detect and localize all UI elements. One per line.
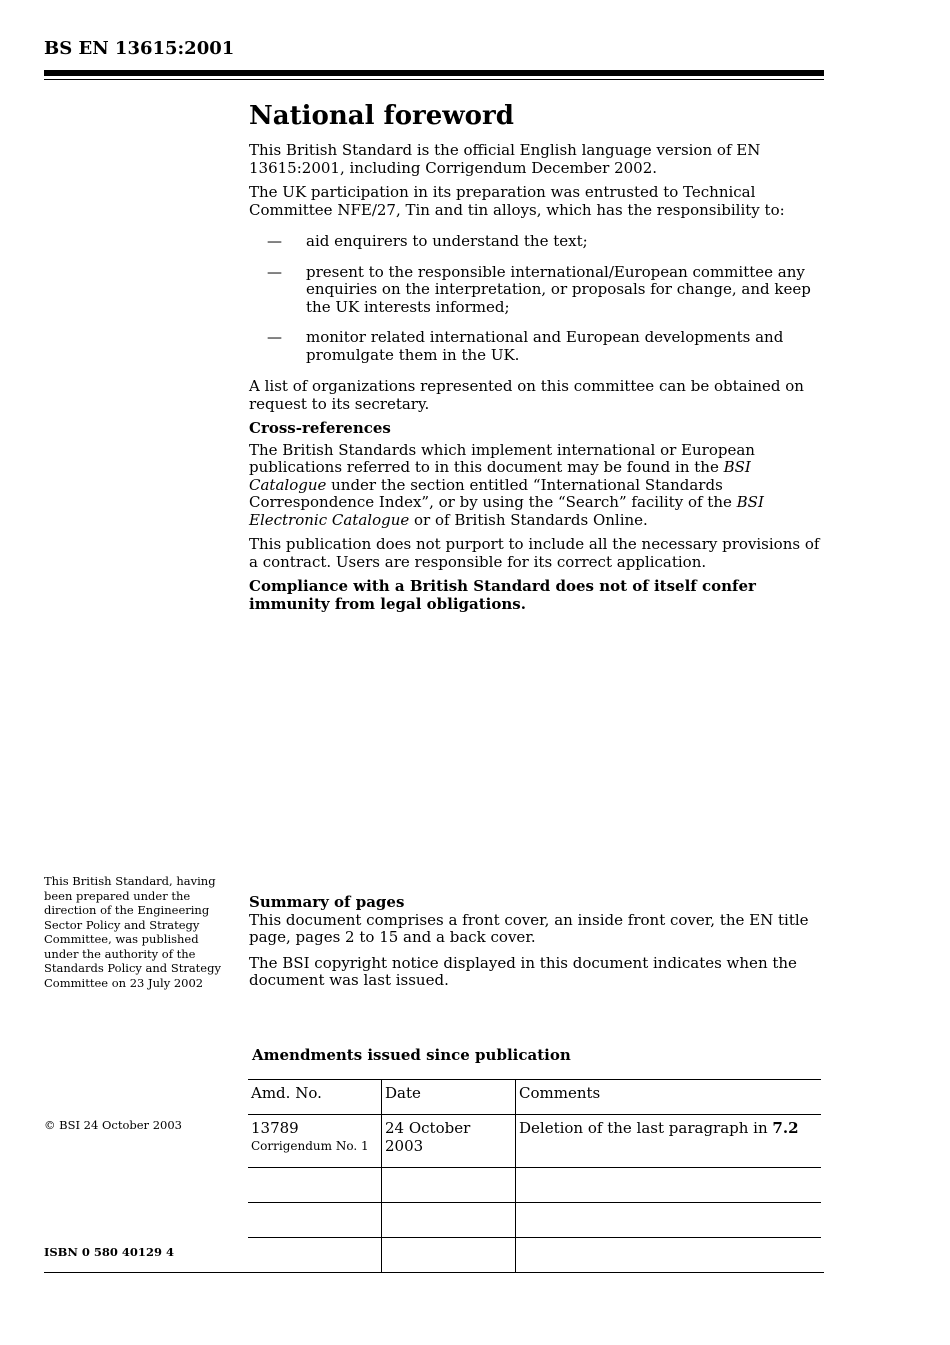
table-row	[248, 1115, 821, 1168]
table-row	[248, 1238, 821, 1273]
footer-rule	[44, 1272, 824, 1273]
column-header-amd-no: Amd. No.	[248, 1080, 382, 1115]
committee-paragraph: The UK participation in its preparation was entrusted to Technical Committee NFE/27, Tin and tin alloys, which has the responsibility to:	[249, 183, 785, 219]
bsi-catalogue-ref: BSI Catalogue	[249, 458, 751, 494]
amendments-title: Amendments issued since publication	[252, 1046, 571, 1064]
dash-marker: —	[267, 262, 282, 281]
summary-heading: Summary of pages	[249, 893, 405, 911]
document-id: BS EN 13615:2001	[44, 38, 235, 59]
page-title: National foreword	[249, 101, 514, 131]
list-item: — monitor related international and European developments and promulgate them in the UK.	[267, 328, 784, 364]
publication-note: This British Standard, having been prepared under the direction of the Engineering Sector Policy and Strategy Committee, was published under the authority of the Standards Policy and Strategy Committee on 23 July 2002	[44, 874, 221, 990]
copyright-line: © BSI 24 October 2003	[44, 1118, 182, 1132]
isbn: ISBN 0 580 40129 4	[44, 1245, 174, 1259]
table-header-row	[248, 1080, 821, 1115]
copyright-notice-paragraph: The BSI copyright notice displayed in this document indicates when the document was last issued.	[249, 953, 797, 989]
amd-no-cell: 13789 Corrigendum No. 1	[248, 1115, 382, 1168]
responsibility-list	[249, 233, 829, 364]
comment-cell: Deletion of the last paragraph in 7.2	[516, 1115, 822, 1168]
foreword-section	[249, 100, 829, 620]
header-rule-thick	[44, 70, 824, 76]
amd-subtitle: Corrigendum No. 1	[251, 1139, 369, 1153]
dash-marker: —	[267, 232, 282, 250]
header-rule-thin	[44, 79, 824, 80]
summary-paragraph: This document comprises a front cover, an inside front cover, the EN title page, pages 2 to 15 and a back cover.	[249, 910, 809, 946]
column-header-comments: Comments	[516, 1080, 822, 1115]
date-cell: 24 October 2003	[382, 1115, 516, 1168]
dash-marker: —	[267, 328, 282, 346]
summary-section	[249, 894, 834, 998]
list-item: — present to the responsible international/European committee any enquiries on the interpretation, or proposals for change, and keep the UK interests informed;	[267, 262, 811, 316]
table-row	[248, 1168, 821, 1203]
bsi-electronic-catalogue-ref: BSI Electronic Catalogue	[249, 493, 764, 529]
amendments-table	[248, 1079, 821, 1273]
organizations-paragraph: A list of organizations represented on this committee can be obtained on request to its secretary.	[249, 377, 804, 413]
crossref-paragraph: The British Standards which implement international or European publications referred to in this document may be found in the BSI Catalogue under the section entitled “International Standards Correspondence Index”, or by using the “Search” facility of the BSI Electronic Catalogue or of British Standards Online.	[249, 440, 764, 529]
compliance-paragraph: Compliance with a British Standard does not of itself confer immunity from legal obligations.	[249, 577, 756, 613]
column-header-date: Date	[382, 1080, 516, 1115]
list-item: — aid enquirers to understand the text;	[267, 232, 588, 250]
provisions-paragraph: This publication does not purport to include all the necessary provisions of a contract. Users are responsible for its correct application.	[249, 535, 820, 571]
crossref-heading: Cross-references	[249, 419, 391, 437]
table-row	[248, 1203, 821, 1238]
intro-paragraph: This British Standard is the official English language version of EN 13615:2001, including Corrigendum December 2002.	[249, 141, 761, 177]
